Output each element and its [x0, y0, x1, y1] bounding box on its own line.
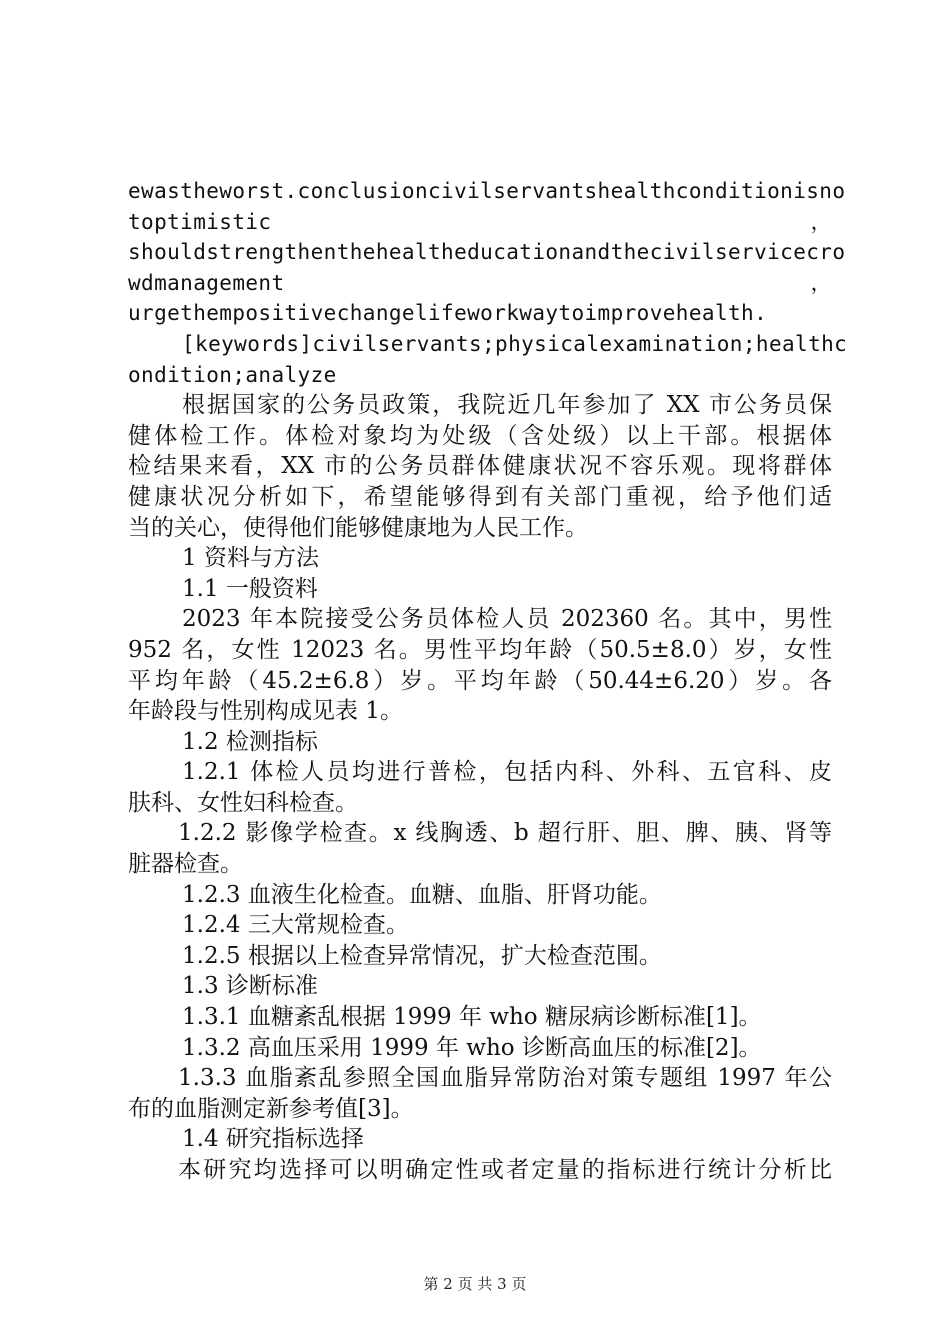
item-line: 1.3.2 高血压采用 1999 年 who 诊断高血压的标准[2]。 [182, 1034, 762, 1061]
item-line: 1.3.1 血糖紊乱根据 1999 年 who 糖尿病诊断标准[1]。 [182, 1004, 762, 1031]
paragraph-line: 本研究均选择可以明确定性或者定量的指标进行统计分析比 [178, 1157, 832, 1183]
item-line: 1.2.3 血液生化检查。血糖、血脂、肝肾功能。 [182, 881, 662, 908]
paragraph-line: 952 名，女性 12023 名。男性平均年龄（50.5±8.0）岁，女性 [128, 636, 832, 663]
abstract-line [128, 268, 832, 299]
section-heading: 1 资料与方法 [182, 545, 319, 572]
intro-line: 根据国家的公务员政策，我院近几年参加了 XX 市公务员保 [182, 392, 832, 419]
item-line: 1.2.1 体检人员均进行普检，包括内科、外科、五官科、皮 [182, 759, 832, 786]
keywords-line: [keywords]civilservants;physicalexamination;healthc [182, 331, 848, 356]
item-line: 布的血脂测定新参考值[3]。 [128, 1095, 414, 1122]
abstract-line [128, 207, 832, 238]
document-body [128, 176, 848, 1186]
intro-line: 健体检工作。体检对象均为处级（含处级）以上干部。根据体 [128, 422, 832, 449]
page-number-footer: 第 2 页 共 3 页 [423, 1275, 527, 1293]
abstract-text: wdmanagement [128, 270, 285, 295]
item-line: 1.2.5 根据以上检查异常情况，扩大检查范围。 [182, 942, 662, 969]
abstract-line: shouldstrengthenthehealtheducationandthecivilservicecro [128, 240, 846, 265]
subsection-heading: 1.3 诊断标准 [182, 973, 318, 1000]
abstract-punct: ， [810, 209, 832, 234]
intro-line: 当的关心，使得他们能够健康地为人民工作。 [128, 514, 588, 541]
abstract-text: toptimistic [128, 209, 272, 234]
subsection-heading: 1.4 研究指标选择 [182, 1126, 364, 1153]
paragraph-line: 年龄段与性别构成见表 1。 [128, 698, 403, 725]
paragraph-line: 平均年龄（45.2±6.8）岁。平均年龄（50.44±6.20）岁。各 [128, 667, 832, 694]
subsection-heading: 1.2 检测指标 [182, 728, 318, 755]
abstract-line: urgethempositivechangelifeworkwaytoimprovehealth. [128, 301, 768, 326]
paragraph-line: 2023 年本院接受公务员体检人员 202360 名。其中，男性 [182, 606, 832, 633]
item-line: 1.2.2 影像学检查。x 线胸透、b 超行肝、胆、脾、胰、肾等 [178, 820, 832, 847]
abstract-punct: ， [810, 270, 832, 295]
intro-line: 检结果来看，XX 市的公务员群体健康状况不容乐观。现将群体 [128, 453, 832, 480]
item-line: 1.3.3 血脂紊乱参照全国血脂异常防治对策专题组 1997 年公 [178, 1065, 832, 1092]
intro-line: 健康状况分析如下，希望能够得到有关部门重视，给予他们适 [128, 483, 832, 510]
subsection-heading: 1.1 一般资料 [182, 575, 318, 602]
item-line: 脏器检查。 [128, 851, 243, 878]
abstract-line: ewastheworst.conclusioncivilservantshealthconditionisno [128, 179, 846, 203]
keywords-line: ondition;analyze [128, 362, 337, 387]
item-line: 1.2.4 三大常规检查。 [182, 912, 409, 939]
item-line: 肤科、女性妇科检查。 [128, 789, 358, 816]
